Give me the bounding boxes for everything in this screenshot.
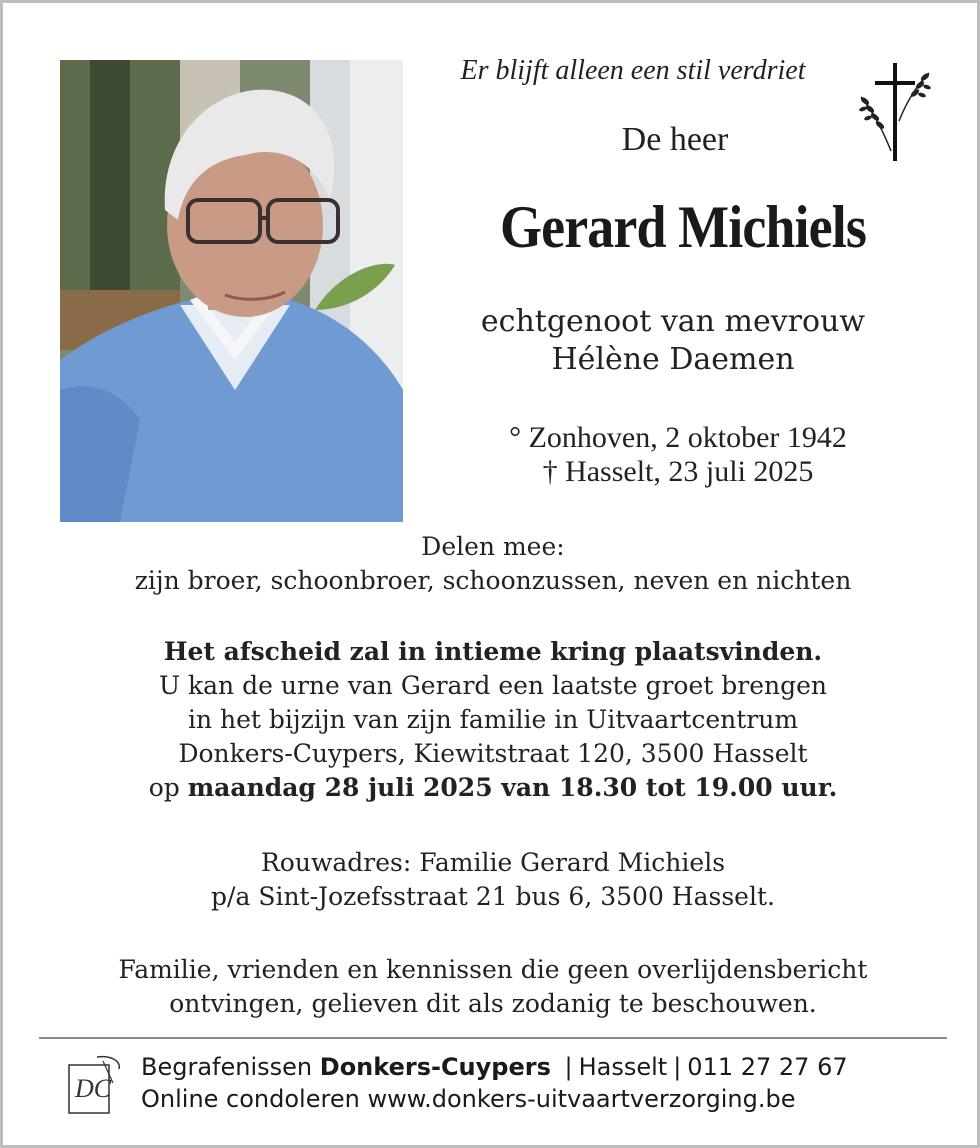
footer-line-1 (141, 1051, 848, 1083)
farewell-line-4 (23, 771, 963, 805)
footer-online-label: Online condoleren (141, 1085, 360, 1113)
farewell-date-time: maandag 28 juli 2025 van 18.30 tot 19.00 uur. (187, 773, 838, 802)
death-line: † Hasselt, 23 juli 2025 (542, 455, 814, 488)
life-dates (443, 421, 913, 489)
footer-separator-2: | (673, 1053, 682, 1081)
footer-phone[interactable]: 011 27 27 67 (687, 1053, 848, 1081)
farewell-line-4-prefix: op (148, 773, 180, 802)
closing-line-1: Familie, vrienden en kennissen die geen overlijdensbericht (118, 955, 868, 984)
farewell-line-3: Donkers-Cuypers, Kiewitstraat 120, 3500 Hasselt (178, 739, 808, 768)
closing-block (23, 953, 963, 1021)
honorific: De heer (621, 121, 729, 158)
share-intro: Delen mee: (421, 532, 565, 561)
spouse-block (423, 303, 923, 379)
address-line-2: p/a Sint-Jozefsstraat 21 bus 6, 3500 Hasselt. (211, 882, 775, 911)
share-relatives: zijn broer, schoonbroer, schoonzussen, neven en nichten (134, 566, 852, 595)
footer-company: Donkers-Cuypers (319, 1053, 551, 1081)
logo-letter-d: DC (75, 1074, 112, 1103)
footer-text (141, 1051, 848, 1115)
farewell-line-1: U kan de urne van Gerard een laatste groet brengen (158, 671, 827, 700)
farewell-block (23, 635, 963, 805)
footer-prefix: Begrafenissen (141, 1053, 313, 1081)
spouse-name: Hélène Daemen (551, 342, 795, 377)
deceased-name: Gerard Michiels (500, 194, 866, 260)
footer-divider (39, 1037, 947, 1039)
header-quote: Er blijft alleen een stil verdriet (460, 55, 806, 86)
footer-website-link[interactable]: www.donkers-uitvaartverzorging.be (367, 1085, 796, 1113)
address-line-1: Rouwadres: Familie Gerard Michiels (260, 848, 726, 877)
farewell-line-2: in het bijzijn van zijn familie in Uitvaartcentrum (187, 705, 799, 734)
spouse-line-1: echtgenoot van mevrouw (480, 304, 866, 339)
footer-city: Hasselt (578, 1053, 668, 1081)
portrait-photo (60, 60, 403, 522)
share-block (23, 530, 963, 598)
funeral-home-logo (67, 1053, 123, 1119)
birth-line: ° Zonhoven, 2 oktober 1942 (509, 421, 847, 454)
footer-separator-1: | (564, 1053, 573, 1081)
farewell-headline: Het afscheid zal in intieme kring plaatsvinden. (163, 637, 823, 666)
closing-line-2: ontvingen, gelieven dit als zodanig te beschouwen. (169, 989, 817, 1018)
footer-line-2 (141, 1083, 848, 1115)
portrait-image (60, 60, 403, 522)
address-block (23, 846, 963, 914)
